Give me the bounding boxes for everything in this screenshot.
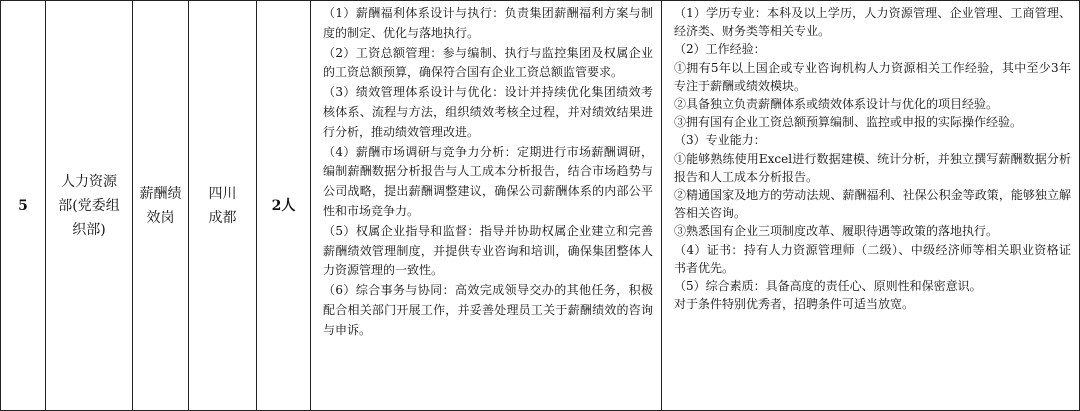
- duty-item: （6）综合事务与协同：高效完成领导交办的其他任务，积极配合相关部门开展工作，并妥善处理员工关于薪酬绩效的咨询与申诉。: [323, 283, 653, 337]
- requirement-item: ③拥有国有企业工资总额预算编制、监控或申报的实际操作经验。: [674, 115, 1023, 130]
- requirement-item: （3）专业能力：: [674, 133, 766, 148]
- row-number: 5: [1, 1, 46, 411]
- department-cell: [46, 1, 133, 411]
- requirement-item: ②精通国家及地方的劳动法规、薪酬福利、社保公积金等政策，能够独立解答相关咨询。: [674, 188, 1071, 221]
- requirements-cell: [662, 1, 1080, 411]
- position-line: 效岗: [146, 209, 175, 226]
- duties-cell: [311, 1, 662, 411]
- location-cell: [189, 1, 257, 411]
- headcount-cell: 2人: [257, 1, 311, 411]
- duty-item: （2）工资总额管理：参与编制、执行与监控集团及权属企业的工资总额预算，确保符合国有企业工资总额监管要求。: [323, 45, 653, 80]
- position-cell: [133, 1, 189, 411]
- table-row: [1, 1, 1080, 411]
- department-line: 人力资源: [61, 173, 117, 190]
- requirement-item: ②具备独立负责薪酬体系或绩效体系设计与优化的项目经验。: [674, 97, 999, 112]
- requirement-item: ①拥有5年以上国企或专业咨询机构人力资源相关工作经验，其中至少3年专注于薪酬或绩效模块。: [674, 60, 1071, 93]
- department-line: 织部): [72, 221, 106, 238]
- requirement-item: 对于条件特别优秀者，招聘条件可适当放宽。: [674, 297, 915, 312]
- position-line: 薪酬绩: [139, 185, 182, 202]
- requirement-item: （2）工作经验：: [674, 42, 766, 57]
- requirement-item: （4）证书：持有人力资源管理师（二级）、中级经济师等相关职业资格证书者优先。: [674, 242, 1071, 275]
- requirement-item: （5）综合素质：具备高度的责任心、原则性和保密意识。: [674, 279, 982, 294]
- department-line: 部(党委组: [58, 197, 120, 214]
- duty-item: （3）绩效管理体系设计与优化：设计并持续优化集团绩效考核体系、流程与方法，组织绩效考核全过程，并对绩效结果进行分析，推动绩效管理改进。: [323, 85, 653, 139]
- duty-item: （4）薪酬市场调研与竞争力分析：定期进行市场薪酬调研，编制薪酬数据分析报告与人工成本分析报告，结合市场趋势与公司战略，提出薪酬调整建议，确保公司薪酬体系的内部公平性和市场竞争力。: [323, 144, 653, 218]
- location-line: 四川: [208, 185, 237, 202]
- requirement-item: ③熟悉国有企业三项制度改革、履职待遇等政策的落地执行。: [674, 224, 999, 239]
- location-line: 成都: [208, 209, 237, 226]
- requirement-item: （1）学历专业：本科及以上学历，人力资源管理、企业管理、工商管理、经济类、财务类等相关专业。: [674, 6, 1071, 39]
- duty-item: （1）薪酬福利体系设计与执行：负责集团薪酬福利方案与制度的制定、优化与落地执行。: [323, 6, 653, 40]
- duty-item: （5）权属企业指导和监督：指导并协助权属企业建立和完善薪酬绩效管理制度，并提供专业咨询和培训，确保集团整体人力资源管理的一致性。: [323, 223, 653, 278]
- requirement-item: ①能够熟练使用Excel进行数据建模、统计分析，并独立撰写薪酬数据分析报告和人工成本分析报告。: [674, 151, 1071, 184]
